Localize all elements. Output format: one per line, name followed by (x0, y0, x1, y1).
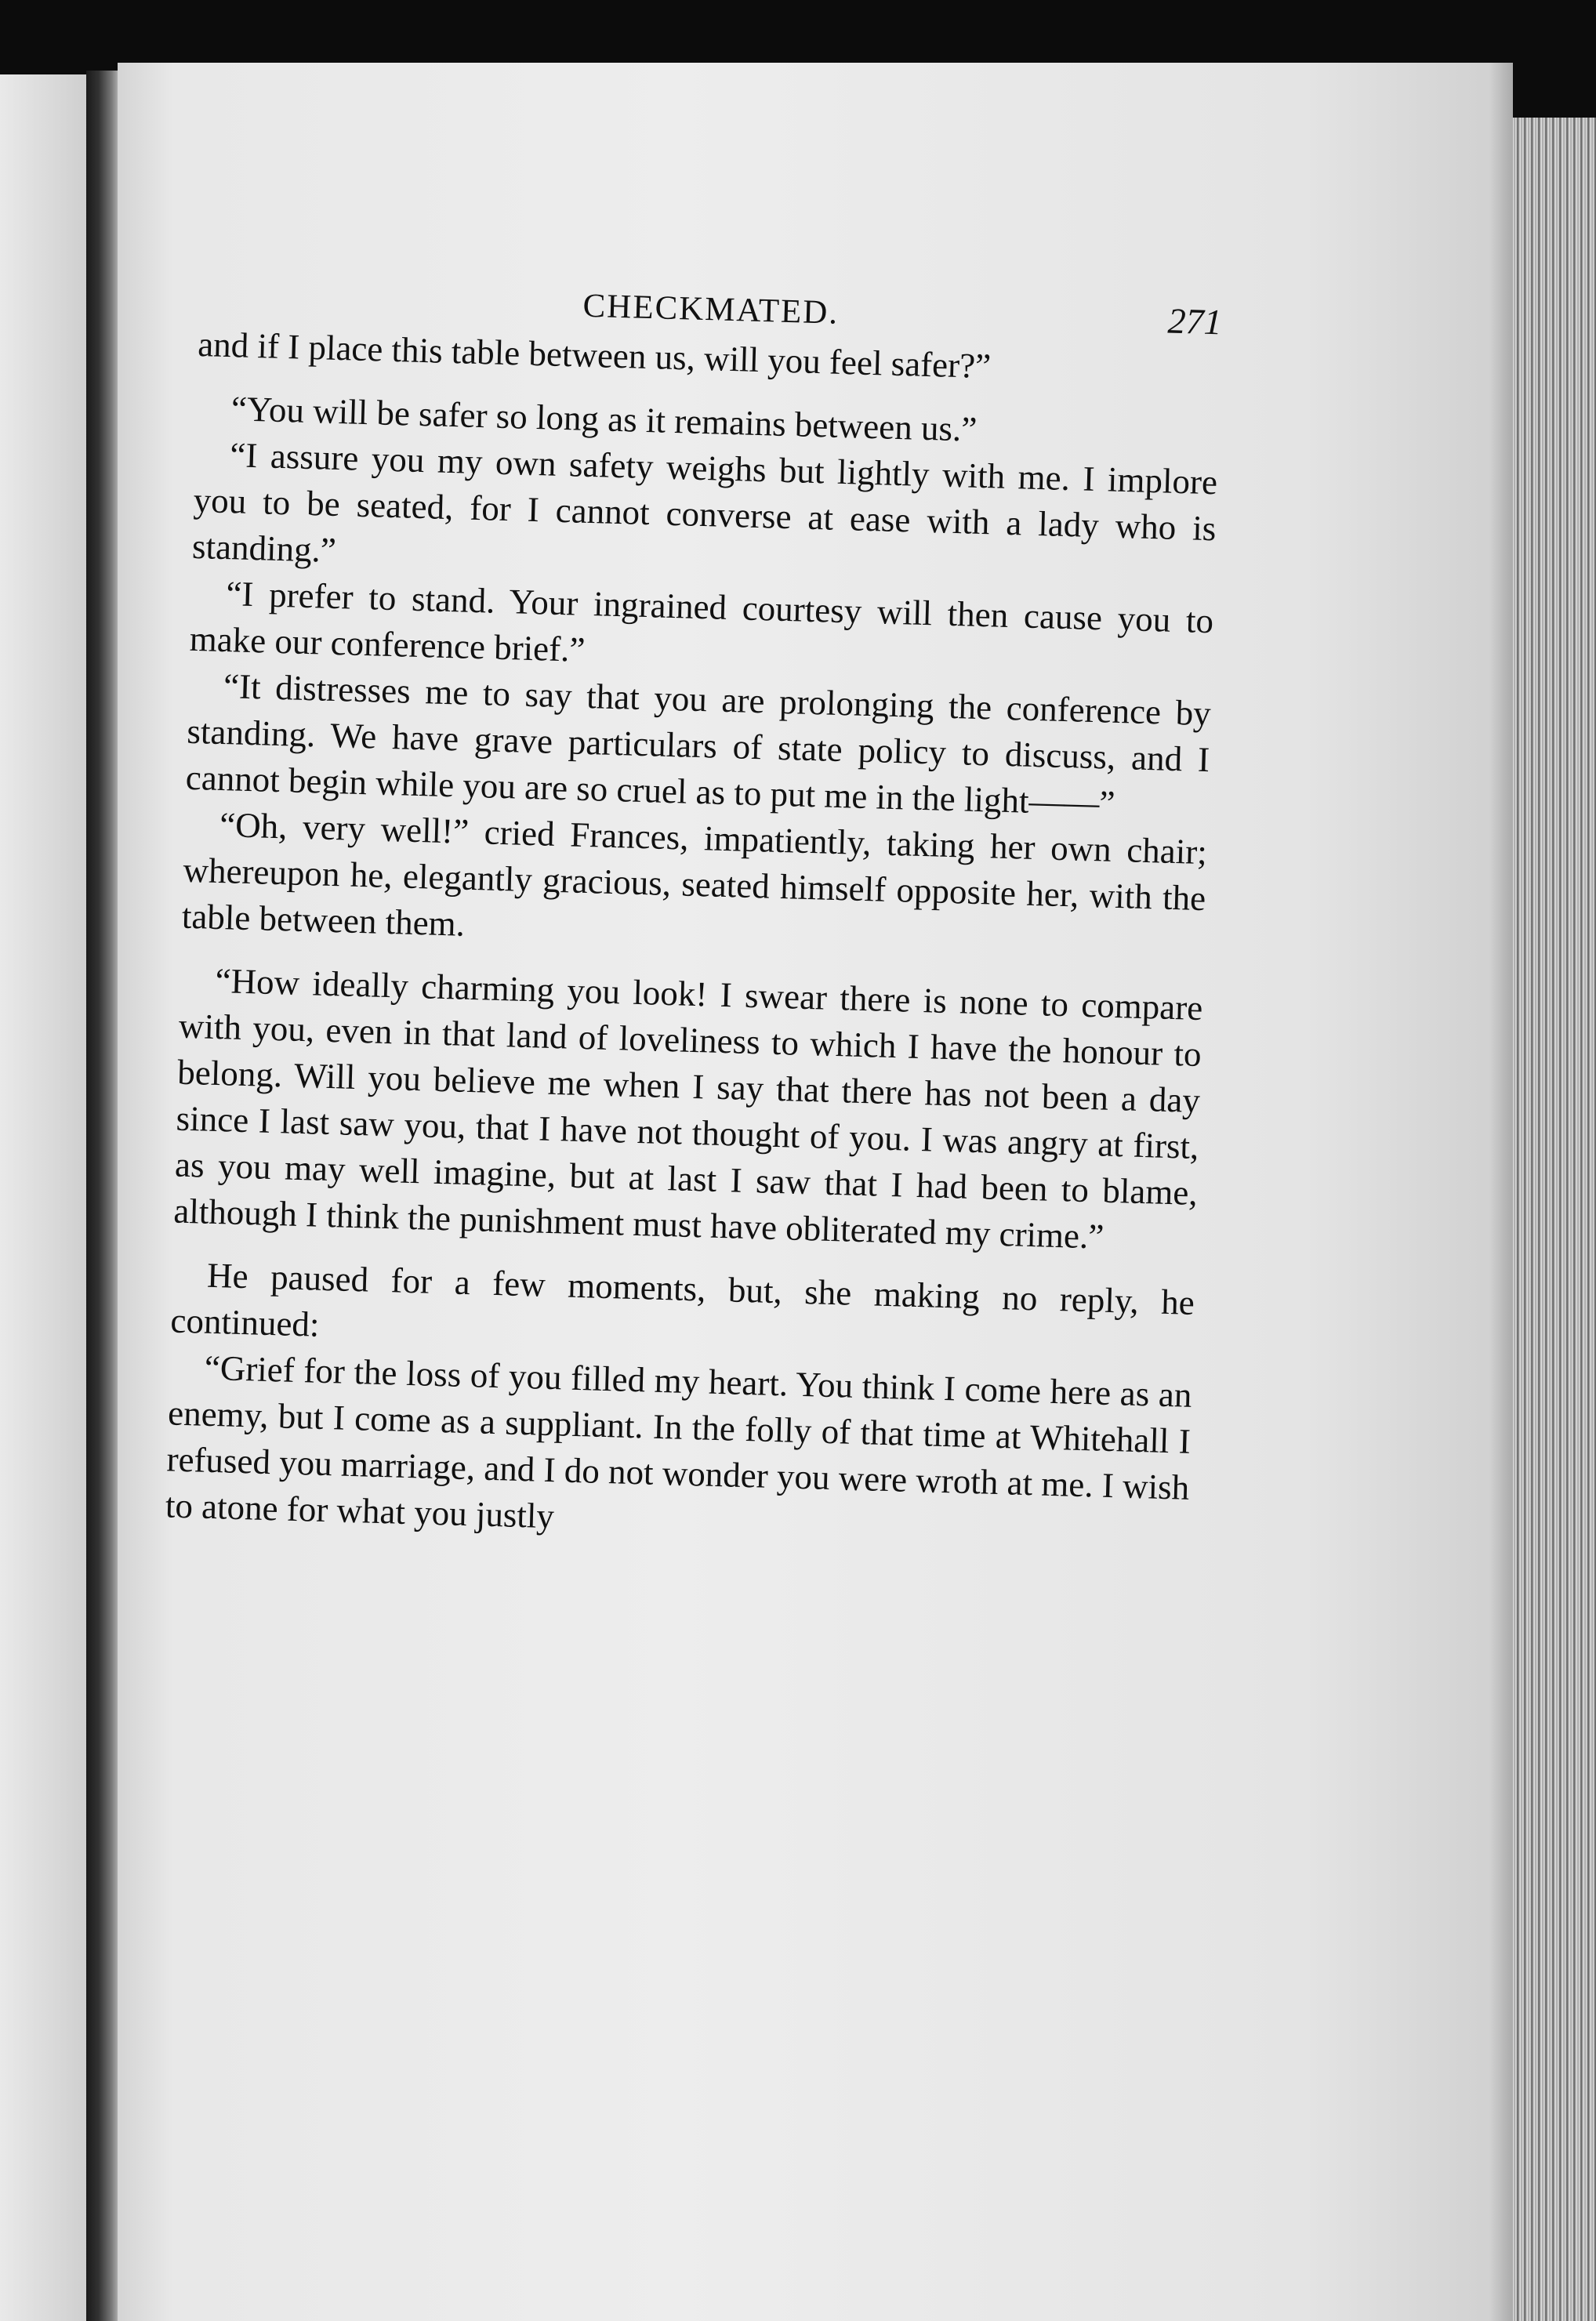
page-stack-edges (1513, 118, 1596, 2321)
page-number: 271 (1166, 300, 1223, 343)
paragraph: “Oh, very well!” cried Frances, impatiently, taking her own chair; whereupon he, elegantly gracious, seated himself opposite her, with the table between them. (181, 804, 1208, 944)
paragraph: “It distresses me to say that you are prolonging the conference by standing. We have grave particulars of state policy to discuss, and I cannot begin while you are so cruel as to put me in the light——” (185, 666, 1212, 823)
paragraph: “Grief for the loss of you filled my heart. You think I come here as an enemy, but I come as a suppliant. In the folly of that time at Whitehall I refused you marriage, and I do not wonder you were wroth at me. I wish to atone for what you justly (165, 1347, 1193, 1536)
paragraph: “I assure you my own safety weighs but lightly with me. I implore you to be seated, for I cannot converse at ease with a lady who is standing.” (191, 435, 1218, 570)
paragraph: “You will be safer so long as it remains between us.” (230, 389, 978, 449)
paragraph: “I prefer to stand. Your ingrained courtesy will then cause you to make our conference brief.” (189, 574, 1214, 669)
page-shadow (1489, 63, 1513, 2321)
facing-page-edge (0, 74, 86, 2321)
paragraph: “How ideally charming you look! I swear there is none to compare with you, even in that land of loveliness to which I have the honour to belong. Will you believe me when I say that there has not been a day since I last saw you, that I have not thought of you. I was angry at first, as you may well imagine, but at last I saw that I had been to blame, although I think the punishment must have obliterated my crime.” (172, 960, 1203, 1257)
book-gutter (86, 71, 118, 2321)
running-title: CHECKMATED. (582, 287, 840, 332)
paragraph: and if I place this table between us, will you feel safer?” (197, 324, 992, 386)
page-text (165, 270, 1222, 1558)
paragraph: He paused for a few moments, but, she making no reply, he continued: (169, 1255, 1195, 1344)
